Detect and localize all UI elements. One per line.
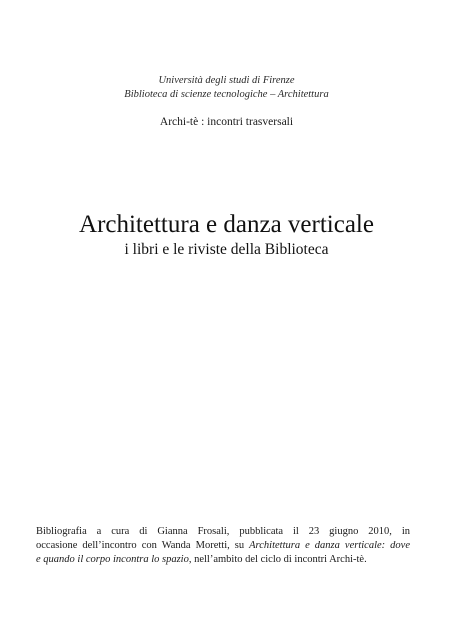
credit-text-2: occasione dell’incontro con Wanda Moretti, su <box>36 540 250 551</box>
bibliography-credit <box>36 525 410 567</box>
header-block <box>0 74 453 129</box>
library-name: Biblioteca di scienze tecnologiche – Architettura <box>124 89 329 100</box>
credit-line-1 <box>36 525 410 539</box>
series-title: Archi-tè : incontri trasversali <box>159 116 294 128</box>
page-subtitle: i libri e le riviste della Biblioteca <box>124 241 329 258</box>
event-title-part-1: Architettura e danza verticale: dove <box>249 540 410 551</box>
credit-text-3: , nell’ambito del ciclo di incontri Archi-tè. <box>188 554 367 565</box>
event-title-part-2: e quando il corpo incontra lo spazio <box>36 554 189 565</box>
university-name: Università degli studi di Firenze <box>158 75 295 86</box>
credit-text-1: Bibliografia a cura di Gianna Frosali, pubblicata il 23 giugno 2010, in <box>36 526 410 537</box>
title-block <box>0 210 453 259</box>
credit-line-3 <box>36 553 410 567</box>
credit-line-2 <box>36 539 410 553</box>
page-title: Architettura e danza verticale <box>79 211 374 238</box>
